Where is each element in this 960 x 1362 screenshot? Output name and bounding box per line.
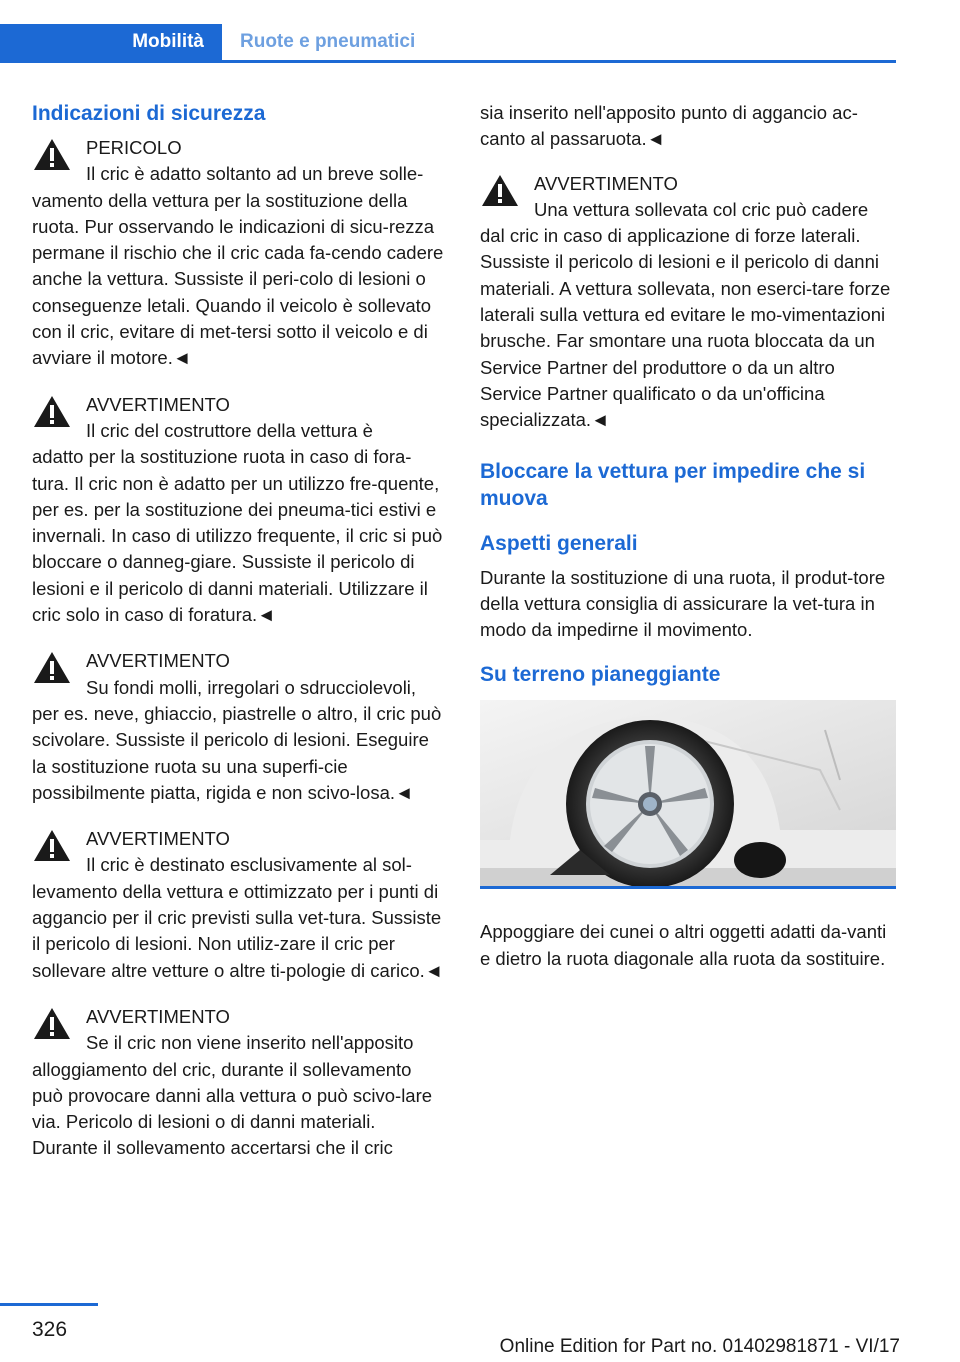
subheading: Aspetti generali [480, 531, 638, 555]
right-column [480, 100, 894, 990]
warning-block [32, 648, 446, 806]
warning-block [32, 1004, 446, 1162]
warning-text [32, 675, 446, 806]
warning-block [32, 135, 446, 372]
warning-text-rest: dal cric in caso di applicazione di forze laterali. Sussiste il pericolo di lesioni e il pericolo di danni materiali. A vettura sollevata, non eserci-tare forze laterali sulla vettura ed evitare le mo-vimentazioni brusche. Far smontare una ruota bloccata da un Service Partner del produttore o da un altro Service Partner qualificato o da un'officina specializzata.◄ [480, 225, 891, 431]
warning-triangle-icon [32, 1006, 72, 1042]
warning-block [480, 171, 894, 434]
warning-text [32, 418, 446, 628]
warning-triangle-icon [32, 650, 72, 686]
warning-text [480, 197, 894, 434]
warning-text-rest: per es. neve, ghiaccio, piastrelle o altro, il cric può scivolare. Sussiste il pericolo di lesioni. Eseguire la sostituzione ruota su una superfi-cie possibilmente piatta, rigida e non scivo-losa.◄ [32, 702, 442, 803]
warning-triangle-icon [32, 394, 72, 430]
body-paragraph: Durante la sostituzione di una ruota, il produt-tore della vettura consiglia di assicurare la vet-tura in modo da impedirne il movimento. [480, 566, 886, 641]
warning-text-first: Su fondi molli, irregolari o sdrucciolevoli, [86, 676, 417, 698]
warning-title: PERICOLO [86, 137, 182, 158]
section-heading: Bloccare la vettura per impedire che si muova [480, 459, 866, 510]
warning-text-rest: adatto per la sostituzione ruota in caso di fora-tura. Il cric non è adatto per un utilizzo fre-quente, per es. per la sostituzione dei pneuma-tici estivi e invernali. In caso di utilizzo frequente, il cric si può bloccare o danneg-giare. Sussiste il pericolo di lesioni e il pericolo di danni materiali. Utilizzare il cric solo in caso di foratura.◄ [32, 446, 443, 626]
warning-triangle-icon [480, 173, 520, 209]
warning-text [32, 161, 446, 371]
warning-text-first: Una vettura sollevata col cric può cadere [534, 198, 869, 220]
section-heading: Indicazioni di sicurezza [32, 102, 266, 125]
warning-block [32, 826, 446, 984]
warning-title: AVVERTIMENTO [534, 172, 678, 194]
warning-title: AVVERTIMENTO [86, 650, 230, 672]
subheading: Su terreno pianeggiante [480, 663, 721, 687]
warning-title: AVVERTIMENTO [86, 393, 230, 415]
warning-text [32, 852, 446, 983]
continuation-text: sia inserito nell'apposito punto di aggancio ac-canto al passaruota.◄ [480, 102, 858, 150]
warning-text-first: Se il cric non viene inserito nell'apposito [86, 1032, 414, 1054]
chapter-tab [240, 24, 415, 60]
header-rule [0, 60, 896, 63]
warning-triangle-icon [32, 137, 72, 173]
warning-title: AVVERTIMENTO [86, 828, 230, 850]
chapter-label: Ruote e pneumatici [240, 31, 416, 52]
warning-text-first: Il cric del costruttore della vettura è [86, 419, 373, 441]
warning-text [32, 1030, 446, 1161]
warning-block [32, 392, 446, 629]
section-label: Mobilità [132, 31, 204, 52]
car-wheel-image [480, 700, 896, 886]
warning-text-rest: alloggiamento del cric, durante il sollevamento può provocare danni alla vettura o può scivo-lare via. Pericolo di lesioni o di danni materiali. Durante il sollevamento accertarsi che il cric [32, 1058, 433, 1159]
warning-text-first: Il cric è adatto soltanto ad un breve solle- [86, 163, 424, 185]
warning-text-rest: levamento della vettura e ottimizzato per i punti di aggancio per il cric previsti sulla vet-tura. Sussiste il pericolo di lesioni. Non utiliz-zare il cric per sollevare altre vetture o altre ti-pologie di carico.◄ [32, 880, 444, 981]
warning-text-first: Il cric è destinato esclusivamente al sol- [86, 854, 412, 876]
page-header [0, 24, 960, 64]
section-tab [0, 24, 222, 60]
page-number: 326 [32, 1318, 68, 1341]
warning-text-rest: vamento della vettura per la sostituzione della ruota. Pur osservando le indicazioni di sicu-rezza permane il rischio che il cric cada fa-cendo cadere anche la vettura. Sussiste il peri-colo di lesioni o conseguenze letali. Quando il veicolo è sollevato con il cric, evitare di met-tersi sotto il veicolo e di avviare il motore.◄ [32, 189, 444, 369]
edition-note: Online Edition for Part no. 01402981871 - VI/17 [499, 1336, 900, 1357]
wheel-chock-illustration [480, 700, 896, 889]
warning-triangle-icon [32, 828, 72, 864]
left-column [32, 100, 446, 1182]
footer-rule [0, 1303, 98, 1306]
warning-title: AVVERTIMENTO [86, 1005, 230, 1027]
body-paragraph: Appoggiare dei cunei o altri oggetti adatti da-vanti e dietro la ruota diagonale alla ruota da sostituire. [480, 921, 887, 969]
